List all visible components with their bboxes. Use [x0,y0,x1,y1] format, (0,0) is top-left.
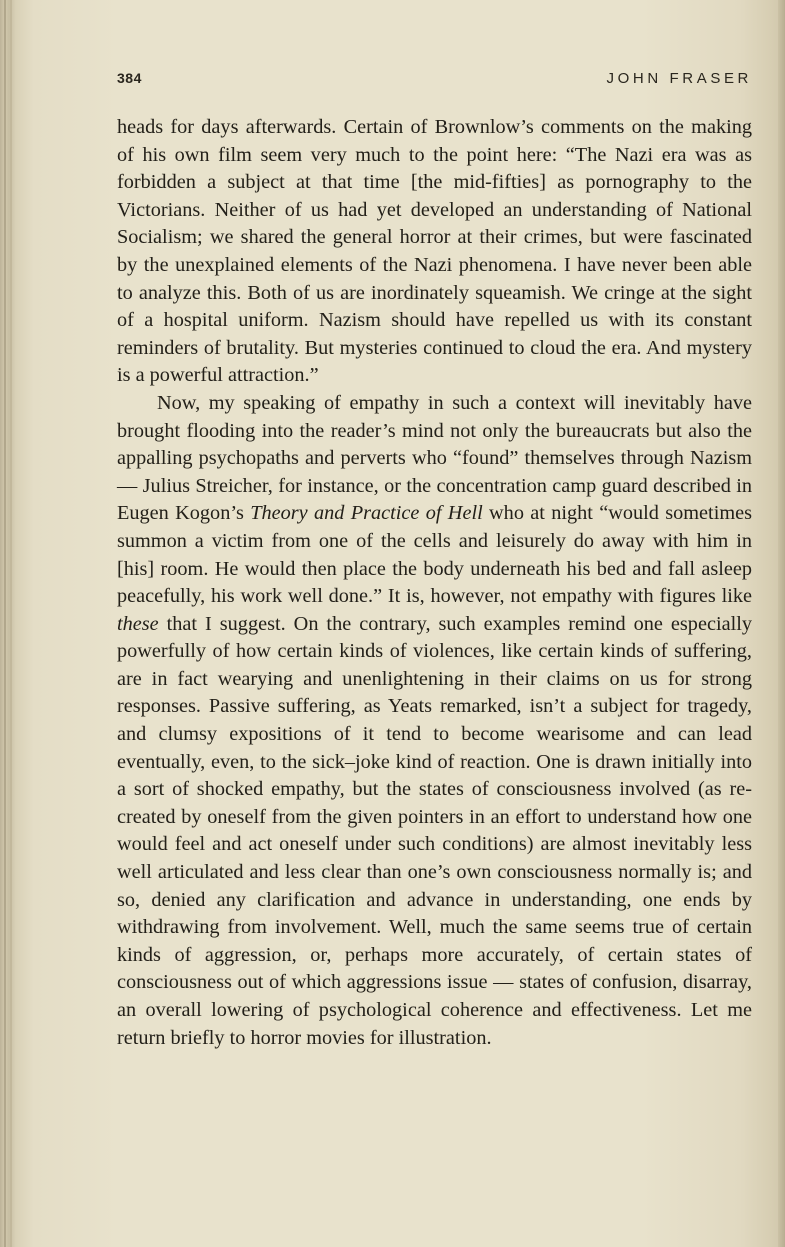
book-title: Theory and Practice of Hell [250,502,483,525]
paragraph [117,390,752,1052]
running-head [117,70,752,92]
paragraph-text: Now, my speaking of empathy in such a context will inevitably have brought flooding into the reader’s mind not only the bureaucrats but also the appalling psychopaths and perverts who “found” themselves through Nazism — Julius Streicher, for instance, or the concentration camp guard described in Eugen Kogon’s [117,391,752,525]
paragraph-text: that I suggest. On the contrary, such examples remind one especially powerfully of how certain kinds of violences, like certain kinds of suffering, are in fact wearying and unenlightening in their claims on us for strong responses. Passive suffering, as Yeats remarked, isn’t a subject for tragedy, and clumsy expositions of it tend to become wearisome and can lead eventually, even, to the sick–joke kind of reaction. One is drawn initially into a sort of shocked empathy, but the states of consciousness involved (as re-created by oneself from the given pointers in an effort to understand how one would feel and act oneself under such conditions) are almost inevitably less well articulated and less clear than one’s own consciousness normally is; and so, denied any clarification and advance in understanding, one ends by withdrawing from involvement. Well, much the same seems true of certain kinds of aggression, or, perhaps more accurately, of certain states of consciousness out of which aggressions issue — states of confusion, disarray, an overall lowering of psychological coherence and effectiveness. Let me return briefly to horror movies for illustration. [117,612,752,1049]
paragraph-text: who at night “would sometimes summon a victim from one of the cells and leisurely do away with him in [his] room. He would then place the body underneath his bed and fall asleep peacefully, his work well done.” It is, however, not empathy with figures like [117,502,752,608]
body-text [117,114,752,1052]
page-gutter-shadow [4,0,6,1247]
page-number: 384 [117,70,142,86]
running-head-author: JOHN FRASER [606,70,752,87]
paragraph: heads for days afterwards. Certain of Brownlow’s comments on the making of his own film seem very much to the point here: “The Nazi era was as forbidden a subject at that time [the mid-fifties] as pornography to the Victorians. Neither of us had yet developed an understanding of National Socialism; we shared the general horror at their crimes, but were fascinated by the unexplained elements of the Nazi phenomena. I have never been able to analyze this. Both of us are inordinately squeamish. We cringe at the sight of a hospital uniform. Nazism should have repelled us with its constant reminders of brutality. But mysteries continued to cloud the era. And mystery is a powerful attraction.” [117,116,752,387]
page-gutter-line [10,0,12,1247]
emphasized-word: these [117,612,159,635]
page-right-edge [778,0,785,1247]
